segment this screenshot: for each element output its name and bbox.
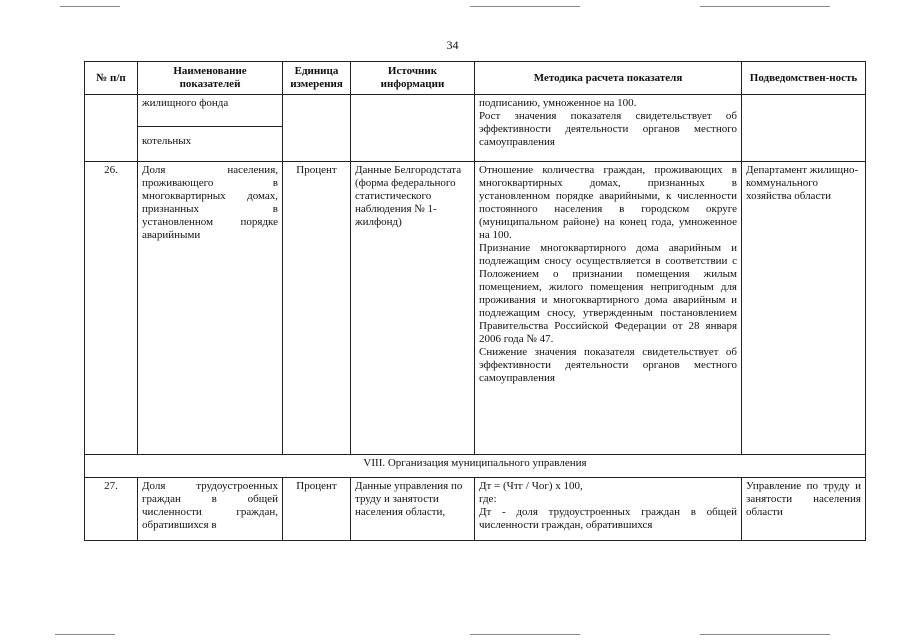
indicators-table	[84, 61, 866, 541]
row26-num: 26.	[85, 162, 138, 455]
table-row-26	[85, 162, 866, 455]
table-header-row	[85, 62, 866, 95]
row27-method-l2: где:	[479, 493, 497, 505]
row26-method-p1: Отношение количества граждан, проживающих в многоквартирных домах, признанных в установленном порядке аварийными, к численности постоянного населения в городском округе (муниципальном районе) на конец года, умноженное на 100.	[479, 164, 737, 241]
table-row-27	[85, 478, 866, 541]
scan-artifact-top-mid	[470, 6, 580, 7]
section-heading-row	[85, 455, 866, 478]
row26-unit: Процент	[283, 162, 351, 455]
table-row-continuation-a	[85, 95, 866, 127]
row27-unit: Процент	[283, 478, 351, 541]
row27-method-l3: Дт - доля трудоустроенных граждан в общей численности граждан, обратившихся	[479, 506, 737, 531]
scan-artifact-bottom-left	[55, 634, 115, 635]
cell-source-cont	[351, 95, 475, 162]
cell-unit-cont	[283, 95, 351, 162]
header-name: Наименование показателей	[138, 62, 283, 95]
scan-artifact-bottom-right	[700, 634, 830, 635]
scan-artifact-top-left	[60, 6, 120, 7]
header-subordination: Подведомствен-ность	[742, 62, 866, 95]
scan-artifact-top-right	[700, 6, 830, 7]
page-number: 34	[446, 38, 459, 52]
row27-name: Доля трудоустроенных граждан в общей численности граждан, обратившихся в	[138, 478, 283, 541]
row27-num: 27.	[85, 478, 138, 541]
row27-method	[475, 478, 742, 541]
header-method: Методика расчета показателя	[475, 62, 742, 95]
row27-subordination: Управление по труду и занятости населения области	[742, 478, 866, 541]
row26-method-p3: Снижение значения показателя свидетельствует об эффективности деятельности органов местного самоуправления	[479, 346, 737, 384]
row26-method-p2: Признание многоквартирного дома аварийным и подлежащим сносу осуществляется в соответствии с Положением о признании помещения жилым помещением, жилого помещения непригодным для проживания и многоквартирного дома аварийным и подлежащим сносу, утвержденным постановлением Правительства Российской Федерации от 28 января 2006 года № 47.	[479, 242, 737, 345]
row26-source: Данные Белгородстата (форма федерального статистического наблюдения № 1-жилфонд)	[351, 162, 475, 455]
cell-name-cont-1: жилищного фонда	[138, 95, 283, 127]
section-8-title: VIII. Организация муниципального управления	[85, 455, 866, 478]
row27-method-l1: Дт = (Чтг / Чог) х 100,	[479, 480, 583, 492]
header-num: № п/п	[85, 62, 138, 95]
row26-name: Доля населения, проживающего в многоквартирных домах, признанных в установленном порядке аварийными	[138, 162, 283, 455]
row26-subordination: Департамент жилищно-коммунального хозяйства области	[742, 162, 866, 455]
method-cont-para2: Рост значения показателя свидетельствует об эффективности деятельности органов местного самоуправления	[479, 110, 737, 148]
method-cont-line1: подписанию, умноженное на 100.	[479, 97, 637, 109]
cell-sub-cont	[742, 95, 866, 162]
cell-method-cont	[475, 95, 742, 162]
row27-source: Данные управления по труду и занятости населения области,	[351, 478, 475, 541]
header-unit: Единица измерения	[283, 62, 351, 95]
scan-artifact-bottom-mid	[470, 634, 580, 635]
row26-method	[475, 162, 742, 455]
header-source: Источник информации	[351, 62, 475, 95]
cell-num-cont	[85, 95, 138, 162]
cell-name-cont-2: котельных	[138, 127, 283, 162]
